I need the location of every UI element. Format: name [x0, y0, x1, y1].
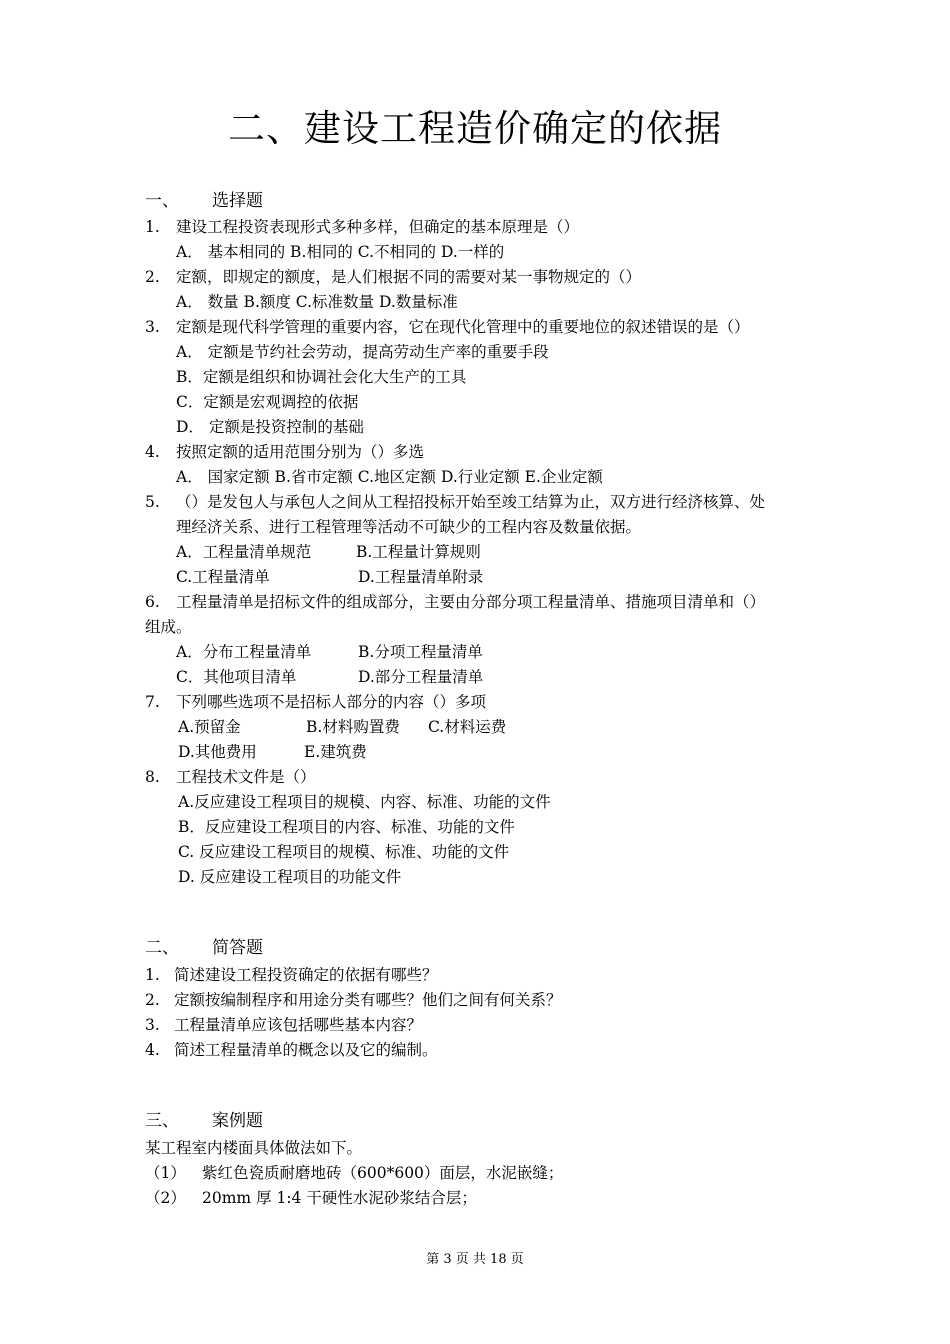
case-step-number: （1） — [145, 1164, 186, 1182]
option-a: A.反应建设工程项目的规模、内容、标准、功能的文件 — [178, 793, 551, 811]
question-number: 3. — [145, 318, 160, 336]
option-c: C.工程量清单 — [176, 568, 270, 586]
section-title: 简答题 — [212, 938, 263, 958]
section-number: 一、 — [145, 191, 179, 211]
option-e: E.建筑费 — [304, 743, 367, 761]
option-b: B.分项工程量清单 — [358, 643, 483, 661]
question-number: 7. — [145, 693, 160, 711]
question-text: 建设工程投资表现形式多种多样，但确定的基本原理是（） — [176, 218, 580, 236]
option-a: A.预留金 — [178, 718, 241, 736]
option-a: A．工程量清单规范 — [176, 543, 312, 561]
page-footer: 第 3 页 共 18 页 — [426, 1252, 524, 1267]
option-d: D． 定额是投资控制的基础 — [176, 418, 364, 436]
option-b: B．反应建设工程项目的内容、标准、功能的文件 — [178, 818, 515, 836]
question-number: 1. — [145, 218, 160, 236]
question-text-continued: 组成。 — [145, 618, 192, 636]
section-number: 三、 — [145, 1111, 179, 1131]
question-options: A． 数量 B.额度 C.标准数量 D.数量标准 — [176, 293, 458, 311]
option-c: C. 反应建设工程项目的规模、标准、功能的文件 — [178, 843, 510, 861]
question-text: （）是发包人与承包人之间从工程招投标开始至竣工结算为止，双方进行经济核算、处 — [176, 493, 766, 511]
section-number: 二、 — [145, 938, 179, 958]
question-text-continued: 理经济关系、进行工程管理等活动不可缺少的工程内容及数量依据。 — [176, 518, 642, 536]
short-answer-number: 2. — [145, 991, 160, 1009]
option-b: B．定额是组织和协调社会化大生产的工具 — [176, 368, 467, 386]
question-text: 按照定额的适用范围分别为（）多选 — [176, 443, 425, 461]
question-options: A． 国家定额 B.省市定额 C.地区定额 D.行业定额 E.企业定额 — [176, 468, 603, 486]
case-step-text: 20mm 厚 1:4 干硬性水泥砂浆结合层； — [202, 1189, 477, 1207]
section-title: 案例题 — [212, 1111, 263, 1131]
question-number: 6. — [145, 593, 160, 611]
short-answer-number: 3. — [145, 1016, 160, 1034]
short-answer-text: 简述建设工程投资确定的依据有哪些？ — [174, 966, 438, 984]
question-number: 4. — [145, 443, 160, 461]
question-text: 下列哪些选项不是招标人部分的内容（）多项 — [176, 693, 487, 711]
short-answer-text: 工程量清单应该包括哪些基本内容？ — [174, 1016, 423, 1034]
question-options: A． 基本相同的 B.相同的 C.不相同的 D.一样的 — [176, 243, 505, 261]
option-a: A． 定额是节约社会劳动，提高劳动生产率的重要手段 — [176, 343, 549, 361]
question-text: 定额是现代科学管理的重要内容，它在现代化管理中的重要地位的叙述错误的是（） — [176, 318, 750, 336]
option-b: B.材料购置费 — [306, 718, 400, 736]
case-step-text: 紫红色瓷质耐磨地砖（600*600）面层，水泥嵌缝； — [202, 1164, 564, 1182]
option-c: C.材料运费 — [428, 718, 507, 736]
page-title: 二、建设工程造价确定的依据 — [228, 107, 722, 150]
option-d: D.部分工程量清单 — [358, 668, 484, 686]
question-number: 5. — [145, 493, 160, 511]
short-answer-number: 1. — [145, 966, 160, 984]
question-text: 定额，即规定的额度，是人们根据不同的需要对某一事物规定的（） — [176, 268, 642, 286]
option-a: A．分布工程量清单 — [176, 643, 312, 661]
option-b: B.工程量计算规则 — [356, 543, 481, 561]
short-answer-text: 简述工程量清单的概念以及它的编制。 — [174, 1041, 438, 1059]
case-step-number: （2） — [145, 1189, 186, 1207]
option-c: C．定额是宏观调控的依据 — [176, 393, 359, 411]
question-text: 工程技术文件是（） — [176, 768, 316, 786]
question-text: 工程量清单是招标文件的组成部分，主要由分部分项工程量清单、措施项目清单和（） — [176, 593, 766, 611]
section-title: 选择题 — [212, 191, 263, 211]
question-number: 8. — [145, 768, 160, 786]
option-c: C．其他项目清单 — [176, 668, 297, 686]
short-answer-number: 4. — [145, 1041, 160, 1059]
option-d: D. 反应建设工程项目的功能文件 — [178, 868, 402, 886]
option-d: D.工程量清单附录 — [358, 568, 484, 586]
option-d: D.其他费用 — [178, 743, 257, 761]
question-number: 2. — [145, 268, 160, 286]
case-intro: 某工程室内楼面具体做法如下。 — [145, 1139, 363, 1157]
short-answer-text: 定额按编制程序和用途分类有哪些？他们之间有何关系？ — [174, 991, 562, 1009]
